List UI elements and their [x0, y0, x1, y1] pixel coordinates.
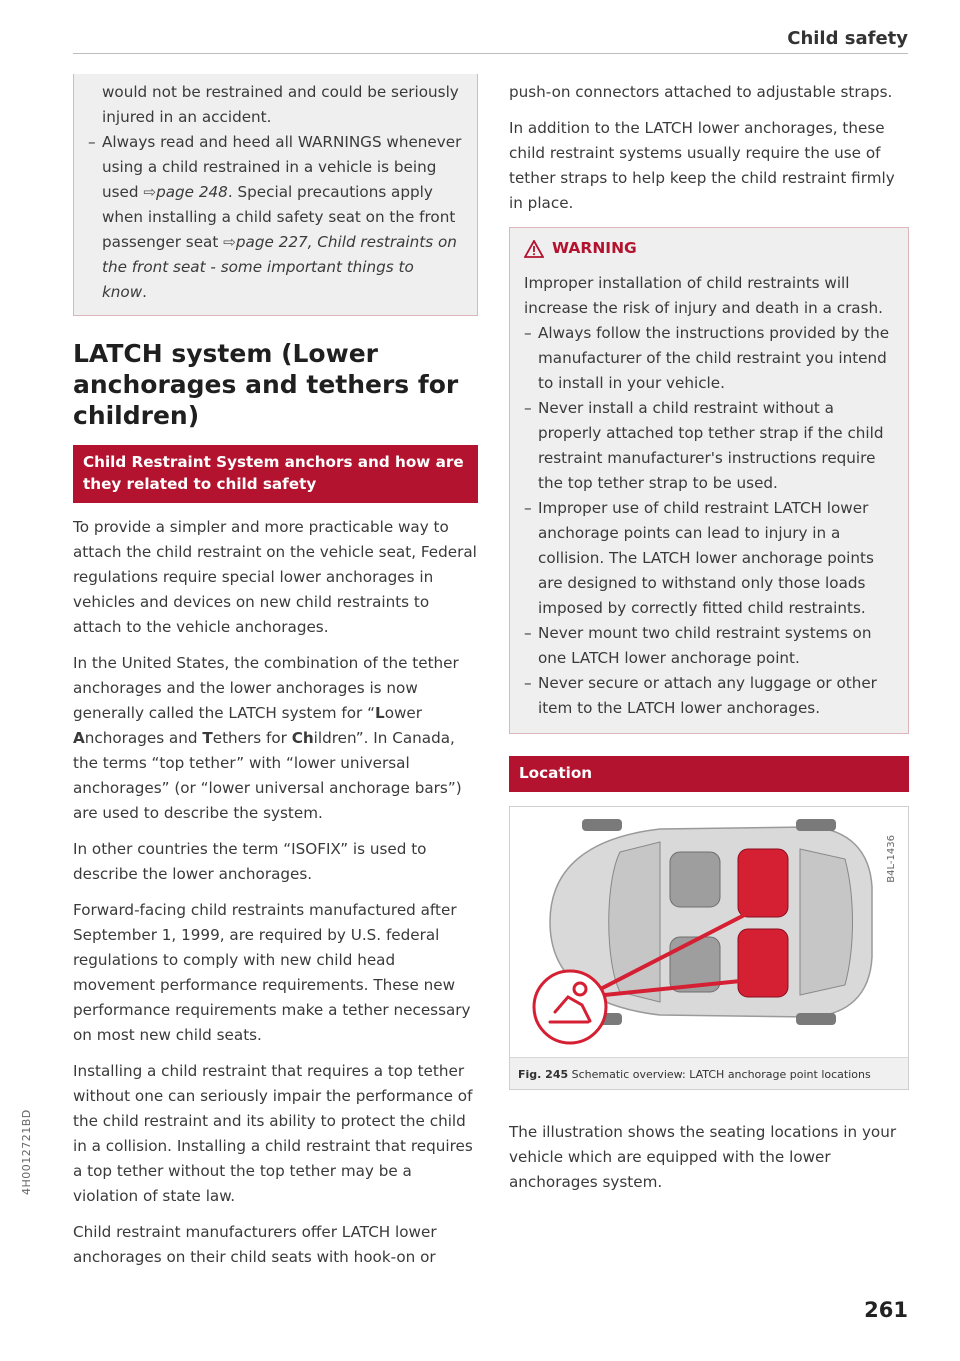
- page-reference-link[interactable]: page 227, Child restraints on the front seat - some important things to know: [102, 233, 457, 301]
- figure-label: Fig. 245: [518, 1068, 569, 1081]
- subheading-bar: Child Restraint System anchors and how are they related to child safety: [73, 445, 478, 503]
- cross-reference-arrow-icon: ⇨: [223, 233, 236, 251]
- figure-caption-text: Schematic overview: LATCH anchorage point locations: [571, 1068, 871, 1081]
- paragraph: Installing a child restraint that requires a top tether without one can seriously impair the performance of the child restraint and its ability to protect the child in a collision. Installing a child restraint that requires a top tether without the top tether may be a violation of state law.: [73, 1062, 473, 1205]
- warning-box: [509, 227, 909, 734]
- section-title: LATCH system (Lower anchorages and tethers for children): [73, 339, 459, 430]
- warning-title: WARNING: [552, 239, 637, 257]
- side-doc-code: 4H0012721BD: [20, 1109, 33, 1195]
- box-continuation-text: would not be restrained and could be seriously injured in an accident.: [102, 83, 459, 126]
- warning-item: – Always follow the instructions provided by the manufacturer of the child restraint you intend to install in your vehicle.: [524, 321, 894, 396]
- figure-illustration: [510, 807, 908, 1058]
- paragraph-latch: In the United States, the combination of the tether anchorages and the lower anchorages is now generally called the LATCH system for “Lower Anchorages and Tethers for Children”. In Canada, the terms “top tether” with “lower universal anchorages” (or “lower universal anchorage bars”) are used to describe the system.: [73, 654, 462, 822]
- header-rule: [73, 53, 908, 54]
- warning-intro: Improper installation of child restraints will increase the risk of injury and death in a crash.: [524, 274, 883, 317]
- warning-list: [524, 321, 894, 721]
- figure-code: B4L-1436: [886, 835, 897, 883]
- right-column: [509, 80, 909, 1206]
- car-top-view-icon: [510, 807, 908, 1057]
- paragraph: Forward-facing child restraints manufactured after September 1, 1999, are required by U.S. federal regulations to comply with new child head movement performance requirements. These new performance requirements make a tether necessary on most new child seats.: [73, 901, 471, 1044]
- warning-box-continuation: [73, 74, 478, 316]
- paragraph: The illustration shows the seating locations in your vehicle which are equipped with the lower anchorages system.: [509, 1123, 897, 1191]
- paragraph: To provide a simpler and more practicable way to attach the child restraint on the vehicle seat, Federal regulations require special lower anchorages in vehicles and devices on new child restraints to attach to the vehicle anchorages.: [73, 518, 477, 636]
- page-reference-link[interactable]: page 248: [156, 183, 228, 201]
- warning-item: – Improper use of child restraint LATCH lower anchorage points can lead to injury in a collision. The LATCH lower anchorage points are designed to withstand only those loads imposed by correctly fitted child restraints.: [524, 496, 894, 621]
- warning-item: – Never install a child restraint without a properly attached top tether strap if the child restraint manufacturer's instructions require the top tether strap to be used.: [524, 396, 894, 496]
- figure-245: [509, 806, 909, 1090]
- warning-item: – Never mount two child restraint systems on one LATCH lower anchorage point.: [524, 621, 894, 671]
- left-column: [73, 74, 478, 1281]
- paragraph: In addition to the LATCH lower anchorages, these child restraint systems usually require the use of tether straps to help keep the child restraint firmly in place.: [509, 119, 895, 212]
- paragraph: push-on connectors attached to adjustable straps.: [509, 83, 893, 101]
- warning-header: [510, 228, 908, 267]
- warning-triangle-icon: [524, 240, 544, 258]
- paragraph: In other countries the term “ISOFIX” is used to describe the lower anchorages.: [73, 840, 427, 883]
- header-title: Child safety: [787, 28, 908, 49]
- warning-item: – Never secure or attach any luggage or other item to the LATCH lower anchorages.: [524, 671, 894, 721]
- location-heading-bar: Location: [509, 756, 909, 792]
- cross-reference-arrow-icon: ⇨: [143, 183, 157, 201]
- paragraph: Child restraint manufacturers offer LATCH lower anchorages on their child seats with hook-on or: [73, 1223, 437, 1266]
- page-number: 261: [864, 1298, 908, 1322]
- box-bullet: – Always read and heed all WARNINGS whenever using a child restrained in a vehicle is being used ⇨page 248. Special precautions apply when installing a child safety seat on the front passenger seat ⇨page 227, Child restraints on the front seat - some important things to know.: [88, 130, 463, 305]
- figure-caption: [510, 1058, 908, 1089]
